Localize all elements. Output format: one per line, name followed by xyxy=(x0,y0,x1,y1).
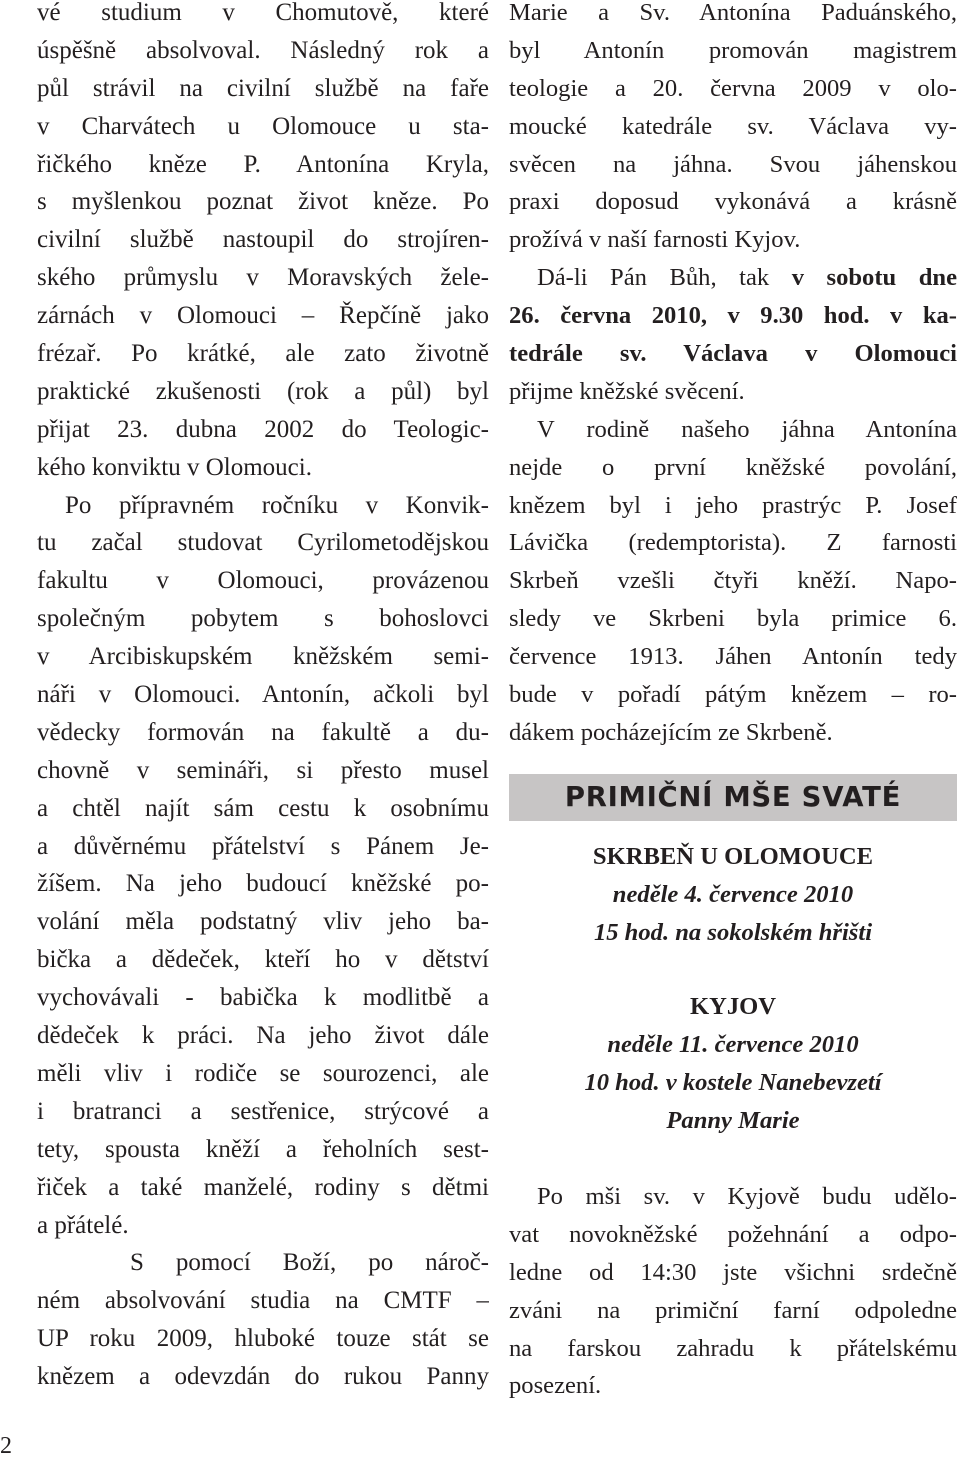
text-line: knězem a odevzdán do rukou Panny xyxy=(37,1363,489,1391)
page-number: 2 xyxy=(0,1433,12,1459)
ordination-date-bold: v sobotu dne xyxy=(791,264,957,292)
text-line: ského průmyslu v Moravských žele- xyxy=(37,264,489,292)
text-line: a přátelé. xyxy=(37,1211,129,1239)
event-time-place: 10 hod. v kostele Nanebevzetí xyxy=(584,1068,882,1096)
text-line: července 1913. Jáhen Antonín tedy xyxy=(509,643,957,671)
right-column xyxy=(509,0,957,752)
text-line: Po mši sv. v Kyjově budu udělo- xyxy=(537,1183,957,1210)
text-line: a důvěrnému přátelství s Pánem Je- xyxy=(37,832,489,860)
text-line: vychovávali - babička k modlitbě a xyxy=(37,984,489,1012)
text-line: na farskou zahradu k přátelskému xyxy=(509,1334,957,1362)
text-line: řiček a také manželé, rodiny s dětmi xyxy=(37,1173,489,1201)
text-line: vat novokněžské požehnání a odpo- xyxy=(509,1220,957,1248)
text-line: půl strávil na civilní službě na faře xyxy=(37,74,489,102)
text-line: posezení. xyxy=(509,1372,602,1400)
paragraph-seminary xyxy=(37,487,489,1245)
event-time-place: 15 hod. na sokolském hřišti xyxy=(593,918,873,946)
text-line: nejde o první kněžské povolání, xyxy=(509,453,957,481)
paragraph-closing xyxy=(509,1178,957,1405)
text-line: 26. června 2010, v 9.30 hod. v ka- xyxy=(509,302,957,330)
text-line: UP roku 2009, hluboké touze stát se xyxy=(37,1325,489,1353)
text-line: praktické zkušenosti (rok a půl) byl xyxy=(37,377,489,405)
paragraph-ordination-date xyxy=(509,259,957,411)
text-line: bude v pořadí pátým knězem – ro- xyxy=(509,681,957,709)
event-place: KYJOV xyxy=(689,993,777,1020)
event-date: neděle 11. července 2010 xyxy=(607,1030,859,1058)
text-line: tety, spousta kněží a řeholních sest- xyxy=(37,1135,489,1163)
event-kyjov xyxy=(509,988,957,1140)
text-line: a chtěl najít sám cestu k osobnímu xyxy=(37,794,489,822)
text-line: ledne od 14:30 jste všichni srdečně xyxy=(509,1258,957,1286)
text-line: ném absolvování studia na CMTF – xyxy=(37,1287,489,1315)
text-line: vědecky formován na fakultě a du- xyxy=(37,718,489,746)
text-line: S pomocí Boží, po nároč- xyxy=(130,1249,489,1277)
text-line: kého konviktu v Olomouci. xyxy=(37,453,312,481)
text-line: Po přípravném ročníku v Konvik- xyxy=(65,491,489,519)
text-line: vé studium v Chomutově, které xyxy=(37,0,489,26)
paragraph-ordination xyxy=(37,1244,489,1396)
text-line: náři v Olomouci. Antonín, ačkoli byl xyxy=(37,681,489,709)
event-date: neděle 4. července 2010 xyxy=(612,880,854,908)
text-line: zváni na primiční farní odpoledne xyxy=(509,1296,957,1324)
text-line: přijat 23. dubna 2002 do Teologic- xyxy=(37,415,489,443)
text-line: v Charvátech u Olomouce u sta- xyxy=(37,112,489,140)
text-line: frézař. Po krátké, ale zato životně xyxy=(37,340,489,368)
text-line: praxi doposud vykonává a krásně xyxy=(509,188,957,216)
paragraph-diaconate xyxy=(509,0,957,259)
text-line: s myšlenkou poznat život kněze. Po xyxy=(37,188,489,216)
text-line: moucké katedrále sv. Václava vy- xyxy=(509,112,957,140)
paragraph-studies xyxy=(37,0,489,487)
text-line: byl Antonín promován magistrem xyxy=(509,36,957,64)
text-line: žíšem. Na jeho budoucí kněžské po- xyxy=(37,870,489,898)
text-line: řičkého kněze P. Antonína Kryla, xyxy=(37,150,489,178)
text-line: i bratranci a sestřenice, strýcové a xyxy=(37,1097,489,1125)
text-line: dákem pocházejícím ze Skrbeně. xyxy=(509,718,833,746)
event-place: SKRBEŇ U OLOMOUCE xyxy=(592,843,874,870)
text-line: Marie a Sv. Antonína Paduánského, xyxy=(509,0,957,26)
text-line: fakultu v Olomouci, provázenou xyxy=(37,567,489,595)
text-line: zárnách v Olomouci – Řepčíně jako xyxy=(37,302,489,330)
text-line: společným pobytem s bohoslovci xyxy=(37,605,489,633)
paragraph-family xyxy=(509,411,957,752)
text-line: sledy ve Skrbeni byla primice 6. xyxy=(509,605,957,633)
text-line: v Arcibiskupském kněžském semi- xyxy=(37,643,489,671)
text-line: Dá-li Pán Bůh, tak v sobotu dne xyxy=(537,264,957,292)
text-line: teologie a 20. června 2009 v olo- xyxy=(509,74,957,102)
text-line: bička a dědeček, kteří ho v dětství xyxy=(37,946,489,974)
text-line: měli vliv i rodiče se sourozenci, ale xyxy=(37,1059,489,1087)
text-line: chovně v semináři, si přesto musel xyxy=(37,756,489,784)
event-skrben xyxy=(509,838,957,952)
text-line: svěcen na jáhna. Svou jáhenskou xyxy=(509,150,957,178)
text-line: tu začal studovat Cyrilometodějskou xyxy=(37,529,489,557)
left-column xyxy=(37,0,489,1396)
text-line: Skrbeň vzešli čtyři kněží. Napo- xyxy=(509,567,957,595)
section-banner: PRIMIČNÍ MŠE SVATÉ xyxy=(509,774,957,821)
text-line: prožívá v naší farnosti Kyjov. xyxy=(509,226,801,254)
text-line: úspěšně absolvoval. Následný rok a xyxy=(37,36,489,64)
text-line: volání měla podstatný vliv jeho ba- xyxy=(37,908,489,936)
text-line: tedrále sv. Václava v Olomouci xyxy=(509,340,957,368)
text-line: Lávička (redemptorista). Z farnosti xyxy=(509,529,957,557)
text-line: dědeček k práci. Na jeho život dále xyxy=(37,1022,489,1050)
event-time-place: Panny Marie xyxy=(666,1106,800,1134)
text-line: knězem byl i jeho prastrýc P. Josef xyxy=(509,491,957,519)
text-line: přijme kněžské svěcení. xyxy=(509,377,745,405)
text-line: civilní službě nastoupil do strojíren- xyxy=(37,226,489,254)
text-line: V rodině našeho jáhna Antonína xyxy=(537,415,957,443)
